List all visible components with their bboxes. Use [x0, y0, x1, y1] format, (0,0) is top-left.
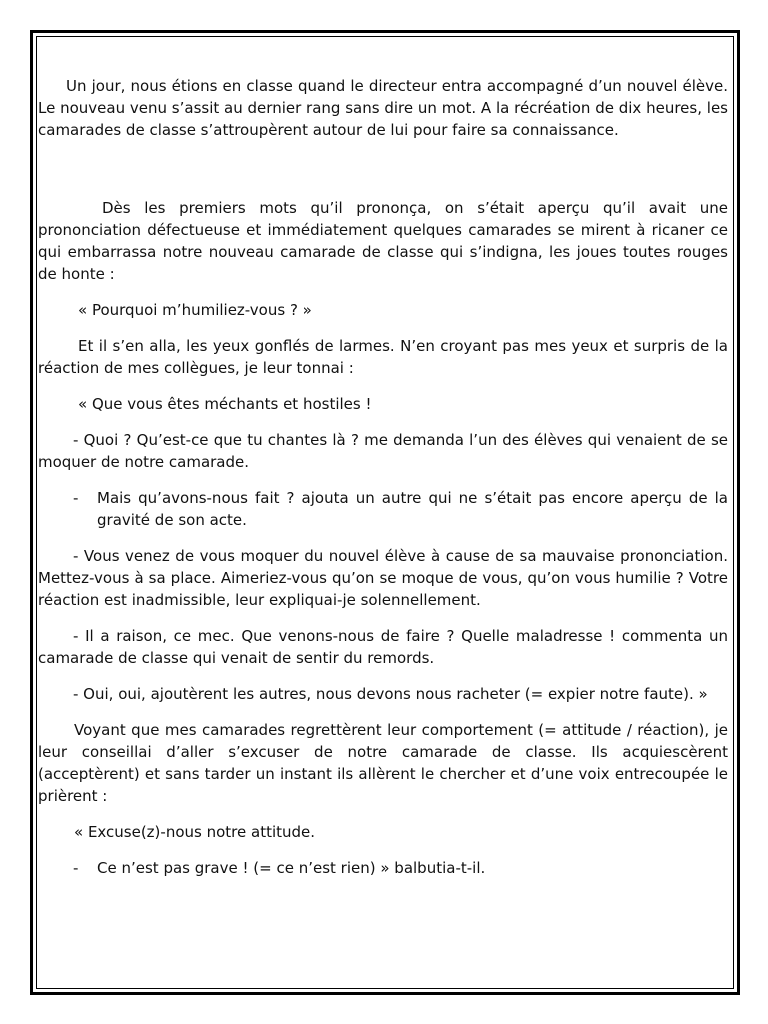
dialogue-bullet	[38, 487, 728, 531]
dialogue-line: - Oui, oui, ajoutèrent les autres, nous devons nous racheter (= expier notre faute). »	[73, 685, 708, 703]
dialogue-text: Mais qu’avons-nous fait ? ajouta un autre qui ne s’était pas encore aperçu de la gravité de son acte.	[97, 489, 728, 529]
paragraph-pronunciation: Dès les premiers mots qu’il prononça, on s’était aperçu qu’il avait une prononciation défectueuse et immédiatement quelques camarades se mirent à ricaner ce qui embarrassa notre nouveau camarade de classe qui s’indigna, les joues toutes rouges de honte :	[38, 199, 728, 283]
dialogue-line: - Quoi ? Qu’est-ce que tu chantes là ? me demanda l’un des élèves qui venaient de se moquer de notre camarade.	[38, 431, 728, 471]
dialogue-line: - Vous venez de vous moquer du nouvel élève à cause de sa mauvaise prononciation. Mettez-vous à sa place. Aimeriez-vous qu’on se moque de vous, qu’on vous humilie ? Votre réaction est inadmissible, leur expliquai-je solennellement.	[38, 547, 728, 609]
document-body	[38, 75, 728, 879]
dialogue-line: « Que vous êtes méchants et hostiles !	[78, 395, 372, 413]
dialogue-line: - Il a raison, ce mec. Que venons-nous de faire ? Quelle maladresse ! commenta un camarade de classe qui venait de sentir du remords.	[38, 627, 728, 667]
dialogue-text: Ce n’est pas grave ! (= ce n’est rien) » balbutia-t-il.	[97, 859, 486, 877]
bullet-dash: -	[73, 859, 79, 877]
bullet-dash: -	[73, 489, 79, 507]
dialogue-bullet	[38, 857, 728, 879]
paragraph-intro: Un jour, nous étions en classe quand le directeur entra accompagné d’un nouvel élève. Le nouveau venu s’assit au dernier rang sans dire un mot. A la récréation de dix heures, les camarades de classe s’attroupèrent autour de lui pour faire sa connaissance.	[38, 77, 728, 139]
paragraph-narration: Et il s’en alla, les yeux gonflés de larmes. N’en croyant pas mes yeux et surpris de la réaction de mes collègues, je leur tonnai :	[38, 337, 728, 377]
dialogue-line: « Pourquoi m’humiliez-vous ? »	[78, 301, 312, 319]
paragraph-narration: Voyant que mes camarades regrettèrent leur comportement (= attitude / réaction), je leur conseillai d’aller s’excuser de notre camarade de classe. Ils acquiescèrent (acceptèrent) et sans tarder un instant ils allèrent le chercher et d’une voix entrecoupée le prièrent :	[38, 721, 728, 805]
dialogue-line: « Excuse(z)-nous notre attitude.	[74, 823, 316, 841]
